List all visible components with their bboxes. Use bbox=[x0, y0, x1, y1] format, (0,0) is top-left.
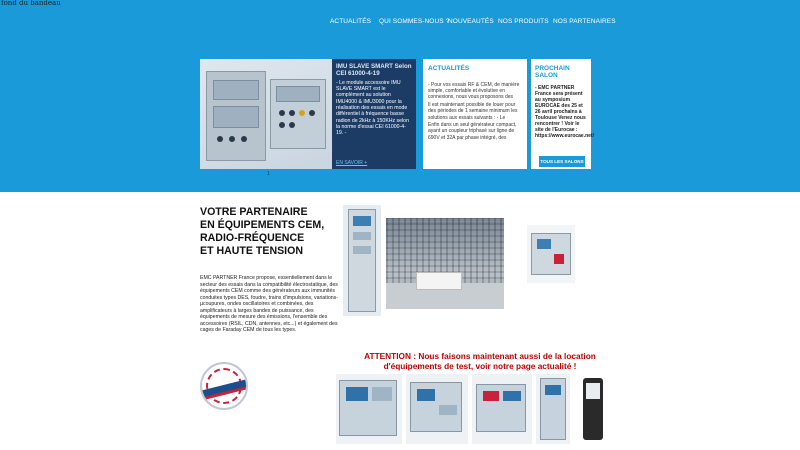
news-title: ACTUALITÉS bbox=[428, 65, 470, 72]
rental-notice[interactable]: ATTENTION : Nous faisons maintenant aussi de la location d'équipements de test, voir notre page actualité ! bbox=[364, 351, 596, 371]
banner-alt-text: fond du bandeau bbox=[1, 0, 61, 7]
news-list bbox=[428, 82, 522, 141]
slider-title: IMU SLAVE SMART Selon CEI 61000-4-19 bbox=[336, 63, 412, 78]
anechoic-chamber-photo bbox=[386, 218, 504, 309]
slider-caption bbox=[332, 59, 416, 169]
cabinet-photo bbox=[343, 205, 381, 316]
nav-item-nouveautes[interactable]: NOUVEAUTÉS bbox=[448, 18, 494, 25]
headline-line: VOTRE PARTENAIRE bbox=[200, 206, 308, 218]
module-equipment-image bbox=[270, 79, 326, 149]
slider-pager[interactable]: 1 bbox=[267, 171, 270, 177]
rental-equipment-gallery bbox=[336, 374, 612, 444]
equipment-thumb[interactable] bbox=[336, 374, 402, 444]
equipment-thumb[interactable] bbox=[574, 374, 612, 444]
equipment-thumb[interactable] bbox=[406, 374, 468, 444]
generator-photo bbox=[527, 225, 575, 283]
headline-line: RADIO-FRÉQUENCE bbox=[200, 232, 305, 244]
slider-product-image bbox=[200, 59, 332, 169]
equipment-thumb[interactable] bbox=[472, 374, 532, 444]
news-item[interactable]: - Pour vos essais RF & CEM, de manière simple, comfortable et évolutive en connexions, nous vous proposons des bbox=[428, 82, 520, 101]
nouveaute-badge-logo bbox=[200, 362, 248, 410]
nav-item-qui-sommes-nous[interactable]: QUI SOMMES-NOUS ? bbox=[379, 18, 450, 25]
salon-body: - EMC PARTNER France sera présent au symposium EUROCAE des 25 et 26 avril prochains à Toulouse Venez nous rencontrer ! Voir le site de l'Eurocae : https://www.eurocae.net/ bbox=[535, 85, 594, 139]
nav-item-actualites[interactable]: ACTUALITÉS bbox=[330, 18, 372, 25]
all-salons-button[interactable]: TOUS LES SALONS bbox=[539, 156, 585, 167]
salon-card bbox=[531, 59, 594, 169]
salon-title: PROCHAIN SALON bbox=[535, 65, 570, 79]
slider-more-link[interactable]: EN SAVOIR + bbox=[336, 160, 368, 166]
news-card bbox=[423, 59, 527, 169]
intro-text: EMC PARTNER France propose, essentiellement dans le secteur des essais dans la compatibilité électrostatique, des équipements CEM comme des générateurs aux immunités conduites types DES, foudre, trains d'impulsions, variations-µcoupures, ondes oscillatoires et combinées, des amplificateurs à larges bandes de puissance, des équipements de mesure des émissions, l'ensemble des accessoires (RSIL, CDN, antennes, etc...) et également des cages de Faraday CEM de tous les types. bbox=[200, 275, 338, 333]
slider-body: - Le module accessoire IMU SLAVE SMART est le complément au solution IMU4000 & IMU3000 pour la réalisation des essais en mode différentiel à fréquence basse radion de 2kHz à 150KHz selon la norme d'essai CEI 61000-4-19. - bbox=[336, 79, 409, 137]
nav-item-nos-partenaires[interactable]: NOS PARTENAIRES bbox=[553, 18, 616, 25]
header-banner bbox=[0, 0, 800, 192]
equipment-thumb[interactable] bbox=[536, 374, 570, 444]
news-item[interactable]: Il est maintenant possible de louer pour des périodes de 1 semaine minimum les solutions aux essais suivants : - Le bbox=[428, 102, 518, 121]
product-slider[interactable] bbox=[200, 59, 416, 169]
news-item[interactable]: Enfin dans un seul générateur compact, ayant un coupleur triphasé sur ligne de 690V et 32A par phase intégré, des bbox=[428, 122, 517, 141]
rack-equipment-image bbox=[206, 71, 266, 161]
headline-line: EN ÉQUIPEMENTS CEM, bbox=[200, 219, 325, 231]
headline-line: ET HAUTE TENSION bbox=[200, 245, 303, 257]
nav-item-nos-produits[interactable]: NOS PRODUITS bbox=[498, 18, 549, 25]
page-headline bbox=[200, 206, 350, 258]
